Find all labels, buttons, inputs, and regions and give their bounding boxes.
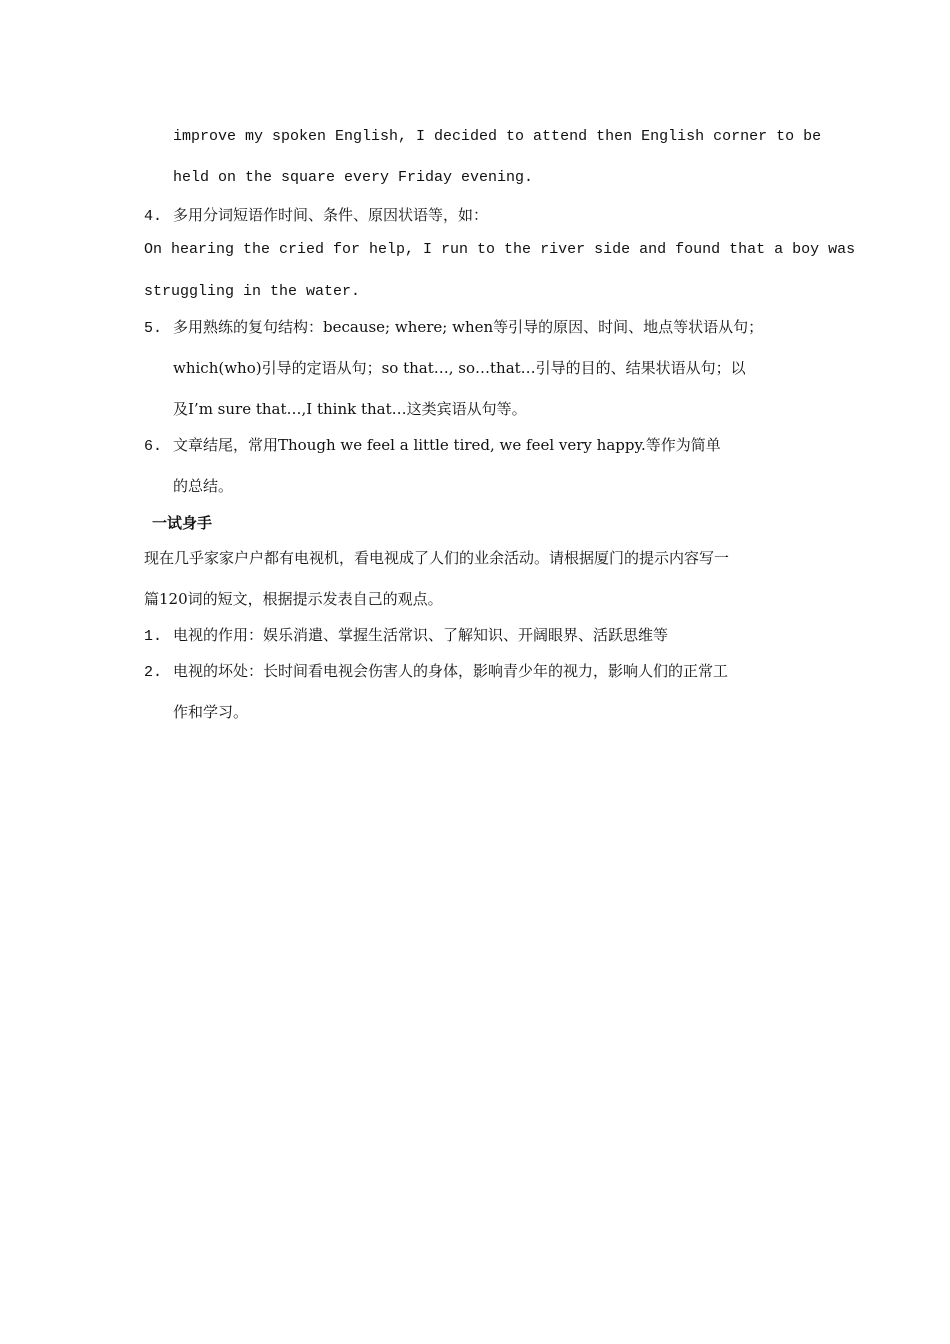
point-1 (144, 625, 668, 647)
item-5-number: 5. (144, 320, 163, 337)
item-6 (144, 435, 721, 457)
item-6-line-2: 的总结。 (173, 477, 234, 495)
section-title: 一试身手 (152, 514, 213, 532)
item-5-line-3: 及I’m sure that…,I think that…这类宾语从句等。 (173, 400, 527, 418)
item-4-number: 4. (144, 208, 163, 225)
section-intro-line-2: 篇120词的短文，根据提示发表自己的观点。 (144, 590, 443, 608)
item-5 (144, 317, 763, 339)
item-4-example-line-2: struggling in the water. (144, 283, 361, 300)
point-1-text: 电视的作用：娱乐消遣、掌握生活常识、了解知识、开阔眼界、活跃思维等 (173, 626, 669, 644)
item-5-line-2: which(who)引导的定语从句；so that…, so…that…引导的目的、结果状语从句；以 (173, 359, 746, 377)
continuation-line-1: improve my spoken English, I decided to attend then English corner to be (173, 128, 822, 145)
item-6-line-1: 文章结尾，常用Though we feel a little tired, we feel very happy.等作为简单 (173, 436, 721, 454)
point-2-line-2: 作和学习。 (173, 703, 249, 721)
item-4 (144, 205, 488, 227)
point-2-number: 2. (144, 664, 163, 681)
item-5-line-1: 多用熟练的复句结构：because; where; when等引导的原因、时间、地点等状语从句； (173, 318, 764, 336)
continuation-line-2: held on the square every Friday evening. (173, 169, 534, 186)
point-1-number: 1. (144, 628, 163, 645)
item-4-example-line-1: On hearing the cried for help, I run to the river side and found that a boy was (144, 241, 856, 258)
point-2-line-1: 电视的坏处：长时间看电视会伤害人的身体，影响青少年的视力，影响人们的正常工 (173, 662, 729, 680)
section-intro-line-1: 现在几乎家家户户都有电视机，看电视成了人们的业余活动。请根据厦门的提示内容写一 (144, 549, 730, 567)
point-2 (144, 661, 728, 683)
item-6-number: 6. (144, 438, 163, 455)
item-4-text: 多用分词短语作时间、条件、原因状语等，如： (173, 206, 489, 224)
